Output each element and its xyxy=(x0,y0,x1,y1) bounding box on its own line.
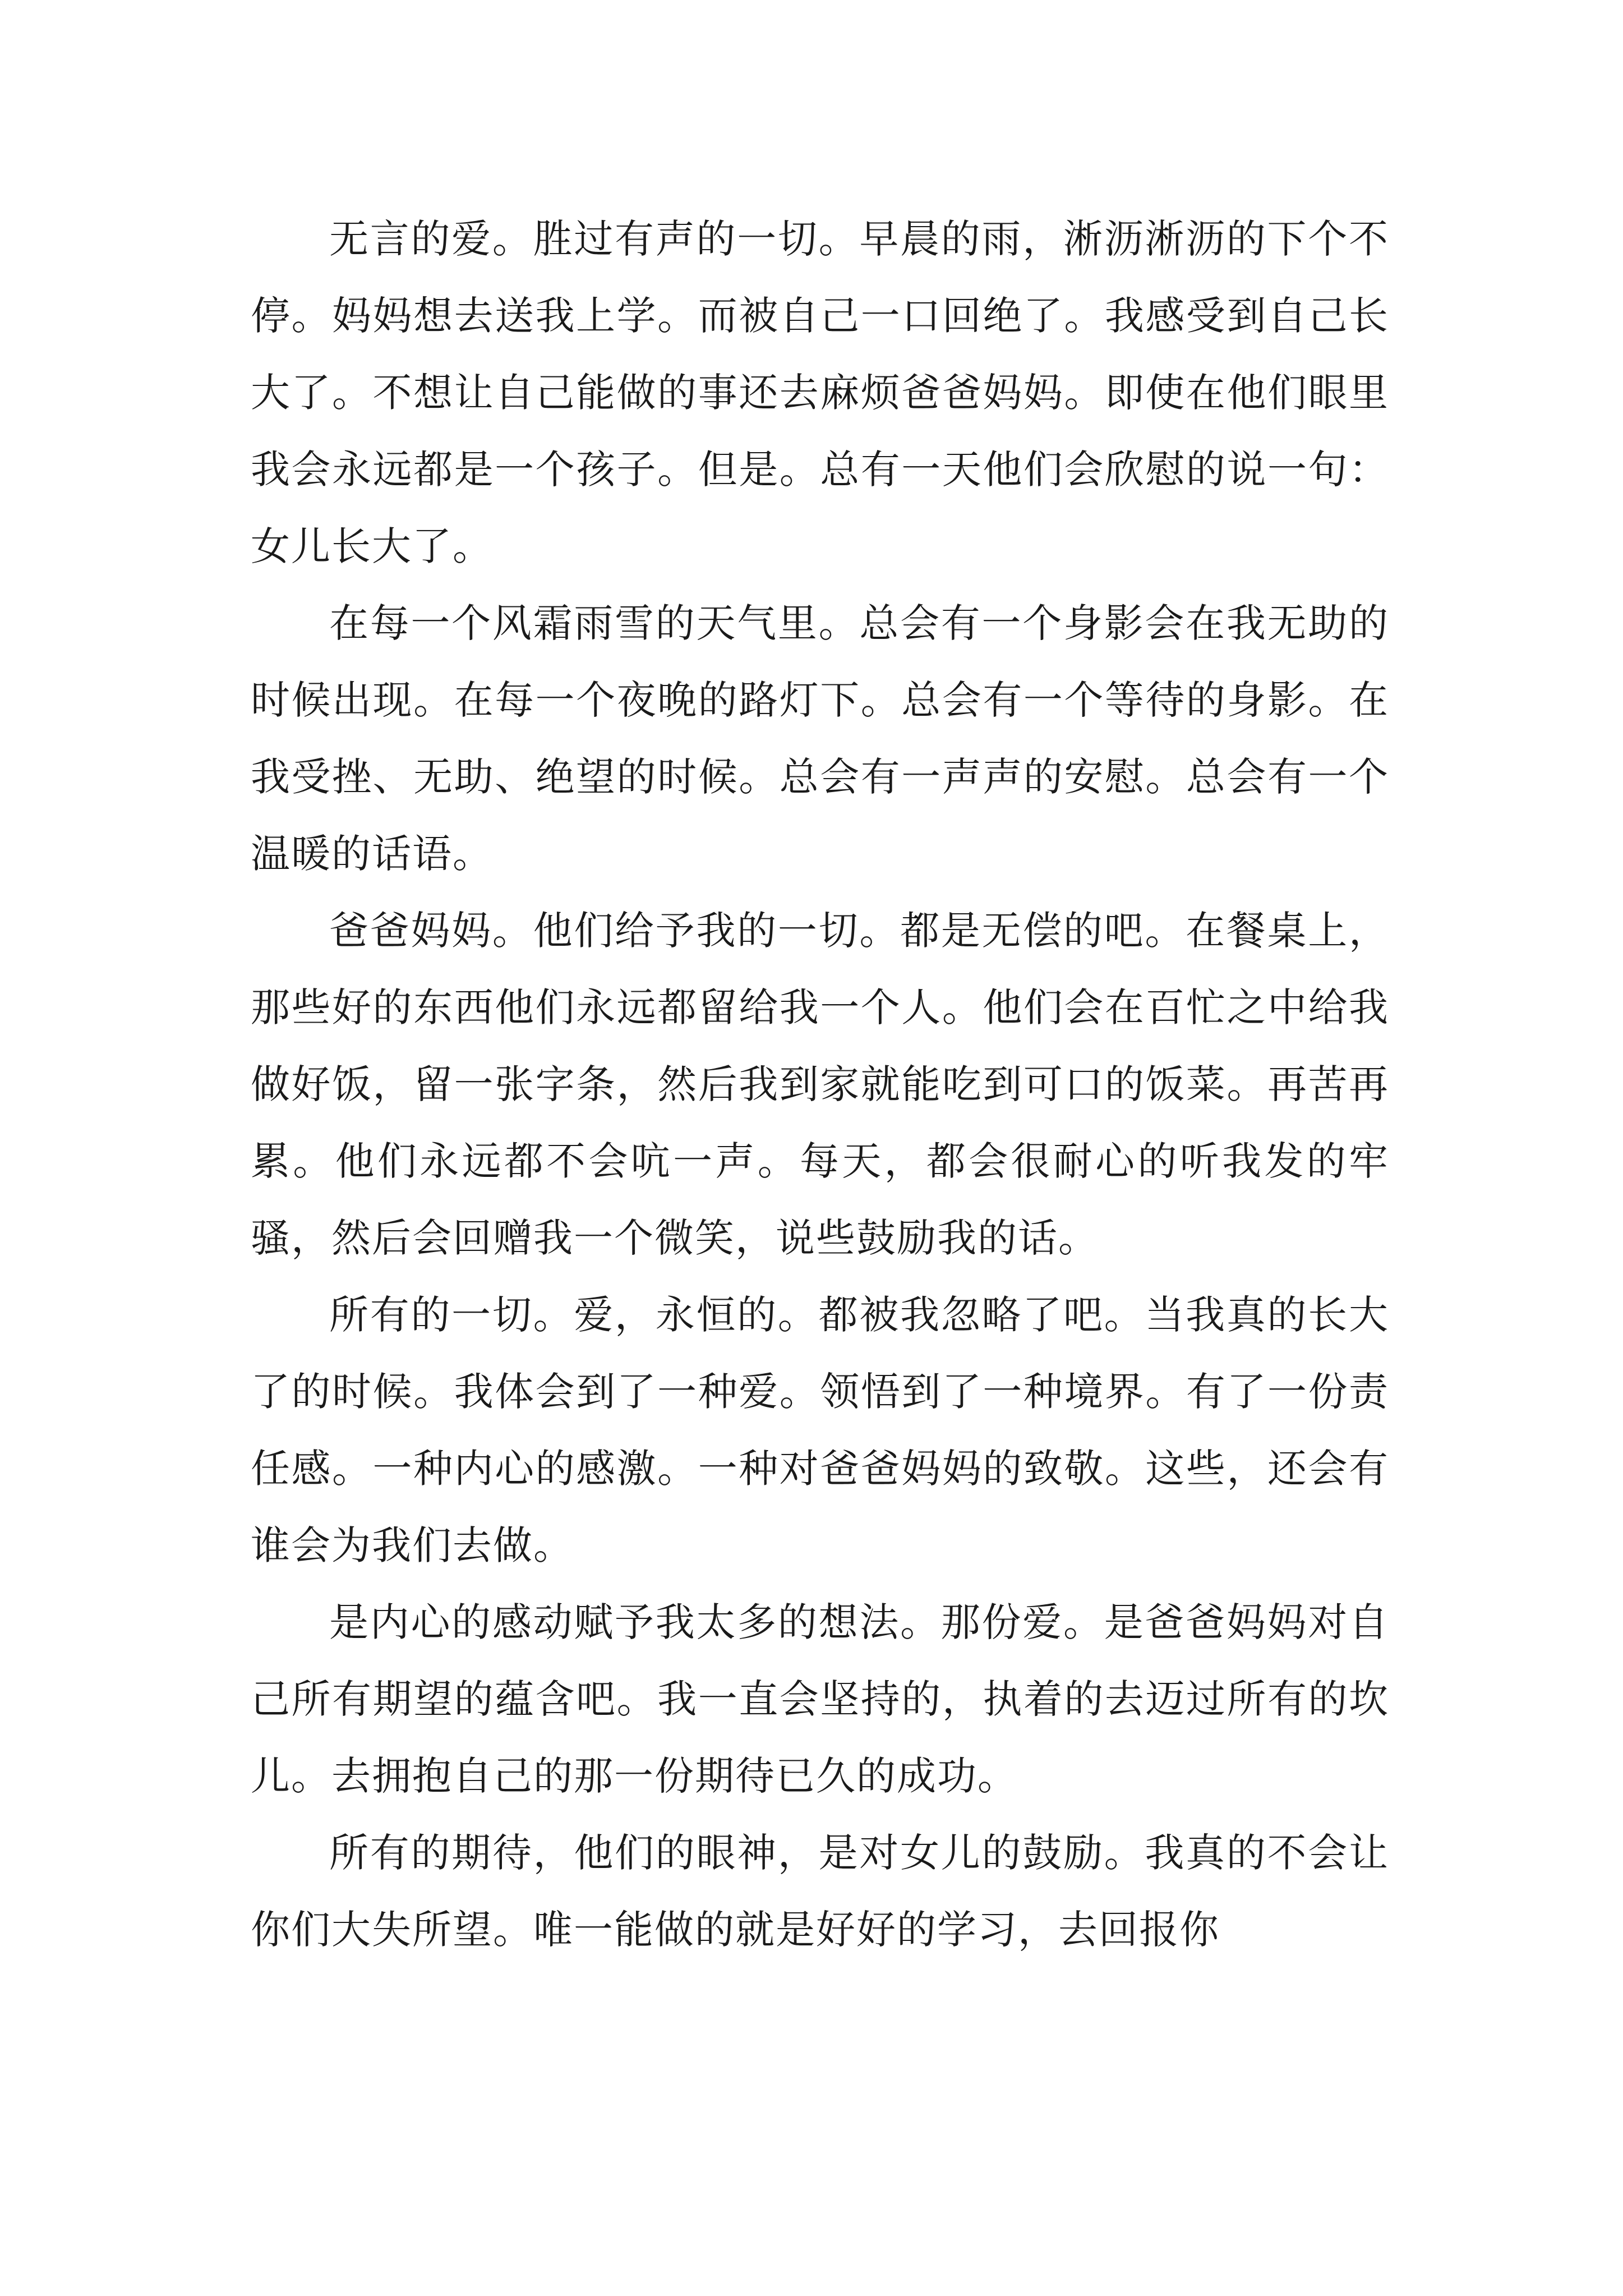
paragraph-3: 爸爸妈妈。他们给予我的一切。都是无偿的吧。在餐桌上，那些好的东西他们永远都留给我一个人。他们会在百忙之中给我做好饭，留一张字条，然后我到家就能吃到可口的饭菜。再苦再累。他们永远都不会吭一声。每天，都会很耐心的听我发的牢骚，然后会回赠我一个微笑，说些鼓励我的话。 xyxy=(251,908,1389,1261)
paragraph-1: 无言的爱。胜过有声的一切。早晨的雨，淅沥淅沥的下个不停。妈妈想去送我上学。而被自己一口回绝了。我感受到自己长大了。不想让自己能做的事还去麻烦爸爸妈妈。即使在他们眼里我会永远都是一个孩子。但是。总有一天他们会欣慰的说一句：女儿长大了。 xyxy=(251,216,1389,569)
document-body xyxy=(251,201,1389,1968)
paragraph-5: 是内心的感动赋予我太多的想法。那份爱。是爸爸妈妈对自己所有期望的蕴含吧。我一直会坚持的，执着的去迈过所有的坎儿。去拥抱自己的那一份期待已久的成功。 xyxy=(251,1599,1389,1799)
paragraph-4: 所有的一切。爱，永恒的。都被我忽略了吧。当我真的长大了的时候。我体会到了一种爱。领悟到了一种境界。有了一份责任感。一种内心的感激。一种对爸爸妈妈的致敬。这些，还会有谁会为我们去做。 xyxy=(251,1292,1389,1568)
paragraph-2: 在每一个风霜雨雪的天气里。总会有一个身影会在我无助的时候出现。在每一个夜晚的路灯下。总会有一个等待的身影。在我受挫、无助、绝望的时候。总会有一声声的安慰。总会有一个温暖的话语。 xyxy=(251,600,1389,877)
paragraph-6: 所有的期待，他们的眼神，是对女儿的鼓励。我真的不会让你们大失所望。唯一能做的就是好好的学习，去回报你 xyxy=(251,1830,1389,1953)
